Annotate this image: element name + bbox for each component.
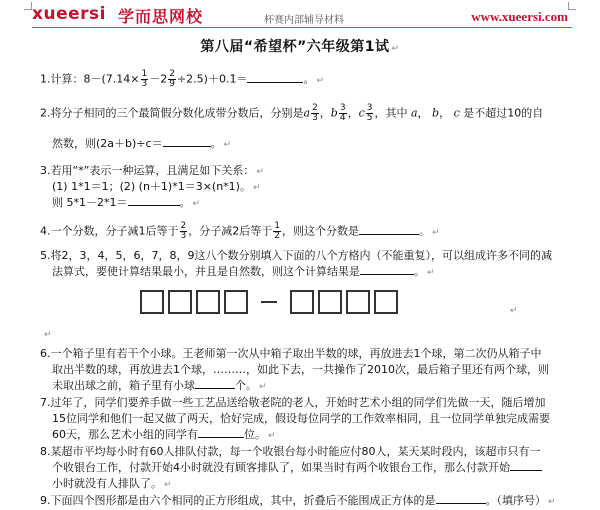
paragraph-mark-icon: ↵	[223, 140, 232, 150]
q5-answer-blank[interactable]	[360, 274, 414, 275]
question-3	[40, 163, 560, 180]
q2-c-den: 5	[366, 113, 373, 123]
q9-end: 。（填序号）	[485, 494, 546, 507]
q4-f2-num: 1	[274, 221, 280, 231]
q8-line1: 8.某超市平均每小时有60人排队付款，每一个收银台每小时能应付80人，某天某时段内，该超市只有一	[40, 445, 541, 458]
q2-c: c	[358, 106, 365, 120]
q1-answer-blank[interactable]	[247, 82, 303, 83]
q2-line2: 然数，则(2a＋b)÷c＝	[52, 137, 163, 150]
q2-b-num: 3	[339, 103, 346, 113]
q3-line3: 则 5*1－2*1＝	[52, 196, 128, 209]
q7-line3: 60天，那么艺术小组的同学有	[52, 428, 198, 441]
question-5	[40, 248, 560, 264]
paragraph-mark-icon: ↵	[259, 382, 267, 392]
digit-box[interactable]	[224, 290, 248, 314]
page-title	[0, 36, 600, 56]
digit-box[interactable]	[290, 290, 314, 314]
q2-answer-blank[interactable]	[163, 146, 211, 147]
q5-line1: 5.将2，3，4，5，6，7，8，9这八个数分别填入下面的八个方格内（不能重复），可以组成许多不同的减	[40, 249, 552, 262]
q2-text3: 是不超过10的自	[463, 106, 544, 120]
q1-f1-num: 1	[141, 69, 148, 79]
question-4	[40, 222, 560, 241]
q1-prefix: 1.计算：8－(7.14×	[40, 72, 140, 86]
q1-end: 。	[303, 72, 315, 86]
q6-line2: 取出半数的球，再放进去1个球，………，如此下去，一共操作了2010次，最后箱子里还有两个球，则	[52, 363, 549, 376]
q7-line2: 15位同学和他们一起又做了两天，恰好完成，假设每位同学的工作效率相同，且一位同学单独完成需要	[52, 412, 550, 425]
q4-fraction-2	[273, 222, 281, 241]
q6-end: 个。	[235, 379, 257, 392]
q2-text2: ，其中	[374, 106, 408, 120]
digit-box[interactable]	[196, 290, 220, 314]
q3-line1: 3.若用“*”表示一种运算，且满足如下关系：	[40, 164, 255, 177]
paragraph-mark-icon: ↵	[44, 330, 52, 340]
paragraph-mark-icon: ↵	[548, 497, 556, 507]
q7-end: 位。	[244, 428, 266, 441]
digit-box[interactable]	[374, 290, 398, 314]
q6-line3: 未取出球之前，箱子里有小球	[52, 379, 195, 392]
q3-end: 。	[179, 196, 191, 209]
q7-answer-blank[interactable]	[198, 437, 244, 438]
q5-line2: 法算式，要使计算结果最小，并且是自然数，则这个计算结果是	[52, 265, 360, 278]
q1-fraction-2	[168, 70, 176, 89]
corner-mark-left	[24, 2, 32, 10]
paragraph-mark-icon: ↵	[164, 480, 172, 490]
q4-f1-den: 3	[180, 231, 187, 241]
q4-f2-den: 2	[274, 231, 280, 241]
q2-b-fraction	[339, 104, 347, 123]
q3-answer-blank[interactable]	[128, 205, 180, 206]
q2-var-a: a	[410, 106, 418, 120]
page-header	[32, 4, 572, 28]
digit-box[interactable]	[168, 290, 192, 314]
q4-answer-blank[interactable]	[359, 234, 419, 235]
header-note: 杯赛内部辅导材料	[264, 15, 344, 26]
header-website: www.xueersi.com	[471, 9, 568, 24]
paragraph-mark-icon: ↵	[268, 431, 276, 441]
q2-b: b	[330, 106, 338, 120]
q2-c-num: 3	[366, 103, 373, 113]
q4-end: 。	[418, 224, 430, 238]
question-7	[40, 395, 560, 411]
question-1	[40, 70, 560, 89]
brand-name: 学而思网校	[118, 7, 204, 26]
q1-f1-den: 3	[141, 79, 148, 89]
q1-fraction-1	[141, 70, 149, 89]
question-9	[40, 493, 560, 510]
q2-c-fraction	[366, 104, 374, 123]
paragraph-mark-icon: ↵	[316, 75, 325, 86]
question-8-line-3	[40, 476, 560, 493]
paragraph-mark-icon: ↵	[431, 227, 440, 238]
q2-text1: 2.将分子相同的三个最简假分数化成带分数后，分别是	[40, 106, 304, 120]
q4-f1-num: 2	[180, 221, 187, 231]
paragraph-mark-icon: ↵	[391, 44, 400, 54]
q8-line3: 小时就没有人排队了。	[52, 477, 162, 490]
question-7-line-3	[40, 427, 560, 444]
q2-a: a	[303, 106, 311, 120]
title-text: 第八届“希望杯”六年级第1试	[200, 39, 390, 55]
q4-text2: ，分子减2后等于	[188, 224, 273, 238]
question-6	[40, 346, 560, 362]
q2-var-c: c	[453, 106, 460, 120]
q8-answer-blank[interactable]	[510, 470, 542, 471]
q2-a-den: 3	[312, 113, 318, 123]
paragraph-mark-icon: ↵	[427, 268, 435, 278]
q1-rest: ÷2.5)＋0.1̇＝	[176, 72, 248, 86]
question-5-line-2	[40, 264, 560, 281]
q1-mid: －2	[149, 72, 168, 86]
question-8-line-2	[40, 460, 560, 476]
digit-box[interactable]	[318, 290, 342, 314]
question-7-line-2	[40, 411, 560, 427]
q6-line1: 6.一个箱子里有若干个小球。王老师第一次从中箱子取出半数的球，再放进去1个球，第二次仍从箱子中	[40, 347, 542, 360]
question-6-line-2	[40, 362, 560, 378]
digit-box[interactable]	[346, 290, 370, 314]
q9-text: 9.下面四个图形都是由六个相同的正方形组成，其中，折叠后不能围成正方体的是	[40, 494, 436, 507]
paragraph-mark-icon: ↵	[256, 167, 264, 177]
paragraph-mark-icon: ↵	[252, 183, 261, 193]
q2-a-num: 2	[312, 103, 318, 113]
paragraph-mark-icon: ↵	[192, 199, 201, 209]
q6-answer-blank[interactable]	[195, 388, 235, 389]
paragraph-mark-icon: ↵	[510, 306, 518, 316]
question-6-line-3	[40, 378, 560, 395]
brand-logo: xueersi	[32, 4, 106, 24]
q4-fraction-1	[180, 222, 188, 241]
question-3-line-2	[40, 179, 560, 196]
q7-line1: 7.过年了，同学们要养手做一些工艺品送给敬老院的老人，开始时艺术小组的同学们先做一天，随后增加	[40, 396, 546, 409]
q8-line2: 个收银台工作，付款开始4小时就没有顾客排队了，如果当时有两个收银台工作，那么付款开始	[52, 461, 510, 474]
digit-box[interactable]	[140, 290, 164, 314]
question-2: 2.将分子相同的三个最简假分数化成带分数后，分别是a $\frac{2}{3}$ ，b $\frac{3}{4}$ ，c $\frac{3}{5}$ ，其中 a， b， c 是不超过10的自	[40, 103, 544, 123]
minus-sign	[261, 301, 277, 303]
q5-end: 。	[414, 265, 425, 278]
question-3-line-3	[40, 195, 560, 212]
q9-answer-blank[interactable]	[436, 503, 486, 504]
q2-var-b: b	[432, 106, 440, 120]
question-2-line-2	[40, 136, 560, 153]
q3-line2: (1) 1*1＝1；(2) (n＋1)*1＝3×(n*1)。	[52, 180, 251, 193]
q2-b-den: 4	[339, 113, 346, 123]
q4-text1: 4.一个分数，分子减1后等于	[40, 224, 179, 238]
q2-a-fraction	[311, 104, 319, 123]
q2-end: 。	[210, 137, 222, 150]
q1-f2-num: 2	[169, 69, 175, 79]
q1-f2-den: 9	[169, 79, 175, 89]
q4-text3: ，则这个分数是	[281, 224, 359, 238]
question-8	[40, 444, 560, 460]
